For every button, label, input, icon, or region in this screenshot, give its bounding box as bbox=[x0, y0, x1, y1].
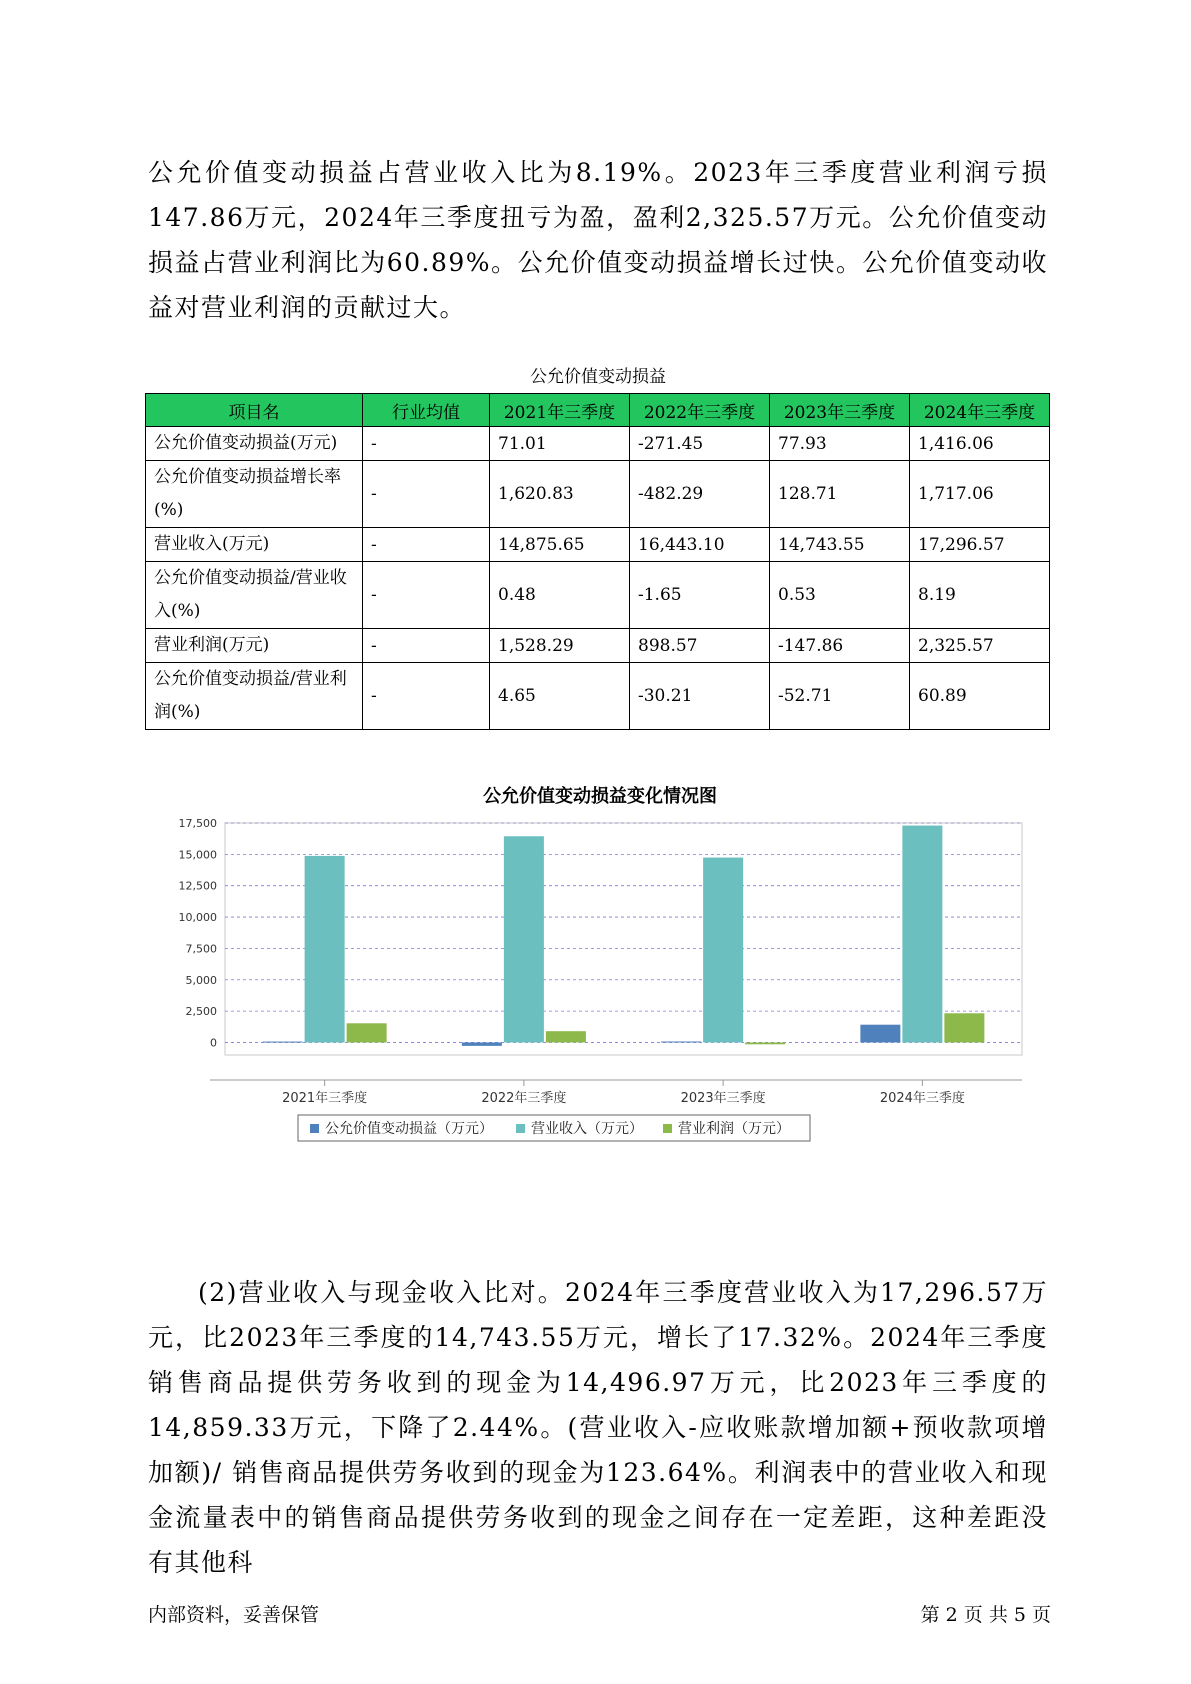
table-row bbox=[146, 629, 1050, 663]
bar-1 bbox=[860, 1025, 900, 1043]
bar-3 bbox=[745, 1042, 785, 1044]
cell: 1,620.83 bbox=[490, 461, 630, 528]
bar-1 bbox=[263, 1042, 303, 1043]
legend-label: 公允价值变动损益（万元） bbox=[325, 1121, 493, 1137]
cell: 8.19 bbox=[910, 562, 1050, 629]
x-tick-label: 2024年三季度 bbox=[879, 1091, 965, 1106]
cell: -482.29 bbox=[630, 461, 770, 528]
bar-3 bbox=[944, 1013, 984, 1042]
row-label: 公允价值变动损益(万元) bbox=[146, 427, 363, 461]
cell: -147.86 bbox=[770, 629, 910, 663]
cell: 77.93 bbox=[770, 427, 910, 461]
row-label: 公允价值变动损益/营业利润(%) bbox=[146, 663, 363, 730]
cell: -30.21 bbox=[630, 663, 770, 730]
cell: - bbox=[363, 629, 490, 663]
footer-confidential: 内部资料，妥善保管 bbox=[148, 1604, 320, 1626]
cell: 4.65 bbox=[490, 663, 630, 730]
header-2021q3: 2021年三季度 bbox=[490, 394, 630, 427]
cell: 71.01 bbox=[490, 427, 630, 461]
bar-3 bbox=[546, 1031, 586, 1042]
y-tick-label: 17,500 bbox=[178, 817, 217, 830]
cell: 128.71 bbox=[770, 461, 910, 528]
cell: -271.45 bbox=[630, 427, 770, 461]
bar-1 bbox=[462, 1042, 502, 1045]
cell: - bbox=[363, 528, 490, 562]
header-2022q3: 2022年三季度 bbox=[630, 394, 770, 427]
cell: 898.57 bbox=[630, 629, 770, 663]
legend-label: 营业利润（万元） bbox=[678, 1121, 790, 1137]
cell: 1,717.06 bbox=[910, 461, 1050, 528]
header-industry-avg: 行业均值 bbox=[363, 394, 490, 427]
cell: - bbox=[363, 562, 490, 629]
y-tick-label: 2,500 bbox=[185, 1005, 217, 1019]
bar-2 bbox=[703, 858, 743, 1043]
cell: -1.65 bbox=[630, 562, 770, 629]
paragraph-intro: 公允价值变动损益占营业收入比为8.19%。2023年三季度营业利润亏损147.86万元，2024年三季度扭亏为盈，盈利2,325.57万元。公允价值变动损益占营业利润比为60.89%。公允价值变动损益增长过快。公允价值变动收益对营业利润的贡献过大。 bbox=[148, 158, 1048, 322]
cell: 14,875.65 bbox=[490, 528, 630, 562]
bar-2 bbox=[305, 856, 345, 1043]
cell: 60.89 bbox=[910, 663, 1050, 730]
chart-title: 公允价值变动损益变化情况图 bbox=[483, 786, 717, 807]
bar-2 bbox=[902, 826, 942, 1043]
table-row bbox=[146, 461, 1050, 528]
cell: - bbox=[363, 461, 490, 528]
y-tick-label: 10,000 bbox=[178, 911, 217, 925]
cell: 1,416.06 bbox=[910, 427, 1050, 461]
cell: - bbox=[363, 663, 490, 730]
x-tick-label: 2022年三季度 bbox=[481, 1091, 567, 1106]
row-label: 营业利润(万元) bbox=[146, 629, 363, 663]
cell: 17,296.57 bbox=[910, 528, 1050, 562]
cell: -52.71 bbox=[770, 663, 910, 730]
bar-3 bbox=[347, 1023, 387, 1042]
y-tick-label: 5,000 bbox=[185, 973, 217, 987]
cell: 16,443.10 bbox=[630, 528, 770, 562]
fair-value-table bbox=[145, 393, 1050, 730]
legend-swatch bbox=[516, 1124, 525, 1133]
y-tick-label: 7,500 bbox=[185, 942, 217, 956]
bar-2 bbox=[504, 836, 544, 1042]
table-row bbox=[146, 528, 1050, 562]
legend-swatch bbox=[663, 1124, 672, 1133]
cell: 2,325.57 bbox=[910, 629, 1050, 663]
cell: 14,743.55 bbox=[770, 528, 910, 562]
x-tick-label: 2021年三季度 bbox=[282, 1091, 368, 1106]
row-label: 公允价值变动损益增长率(%) bbox=[146, 461, 363, 528]
table-row bbox=[146, 562, 1050, 629]
cell: - bbox=[363, 427, 490, 461]
cell: 0.48 bbox=[490, 562, 630, 629]
table-header-row bbox=[146, 394, 1050, 427]
legend-swatch bbox=[310, 1124, 319, 1133]
bar-1 bbox=[661, 1041, 701, 1042]
table-title: 公允价值变动损益 bbox=[530, 367, 666, 387]
header-item: 项目名 bbox=[146, 394, 363, 427]
cell: 1,528.29 bbox=[490, 629, 630, 663]
footer-page-number: 第 2 页 共 5 页 bbox=[920, 1604, 1051, 1626]
y-tick-label: 15,000 bbox=[178, 848, 217, 862]
table-row bbox=[146, 663, 1050, 730]
y-tick-label: 0 bbox=[210, 1036, 217, 1050]
x-tick-label: 2023年三季度 bbox=[680, 1091, 766, 1106]
paragraph-revenue-comparison: (2)营业收入与现金收入比对。2024年三季度营业收入为17,296.57万元，比2023年三季度的14,743.55万元，增长了17.32%。2024年三季度销售商品提供劳务收到的现金为14,496.97万元，比2023年三季度的14,859.33万元，下降了2.44%。(营业收入-应收账款增加额+预收款项增加额)/ 销售商品提供劳务收到的现金为123.64%。利润表中的营业收入和现金流量表中的销售商品提供劳务收到的现金之间存在一定差距，这种差距没有其他科 bbox=[148, 1278, 1048, 1577]
table-row bbox=[146, 427, 1050, 461]
header-2023q3: 2023年三季度 bbox=[770, 394, 910, 427]
header-2024q3: 2024年三季度 bbox=[910, 394, 1050, 427]
row-label: 公允价值变动损益/营业收入(%) bbox=[146, 562, 363, 629]
row-label: 营业收入(万元) bbox=[146, 528, 363, 562]
bar-chart bbox=[165, 815, 1035, 1235]
y-tick-label: 12,500 bbox=[178, 879, 217, 893]
cell: 0.53 bbox=[770, 562, 910, 629]
legend-label: 营业收入（万元） bbox=[531, 1121, 643, 1137]
